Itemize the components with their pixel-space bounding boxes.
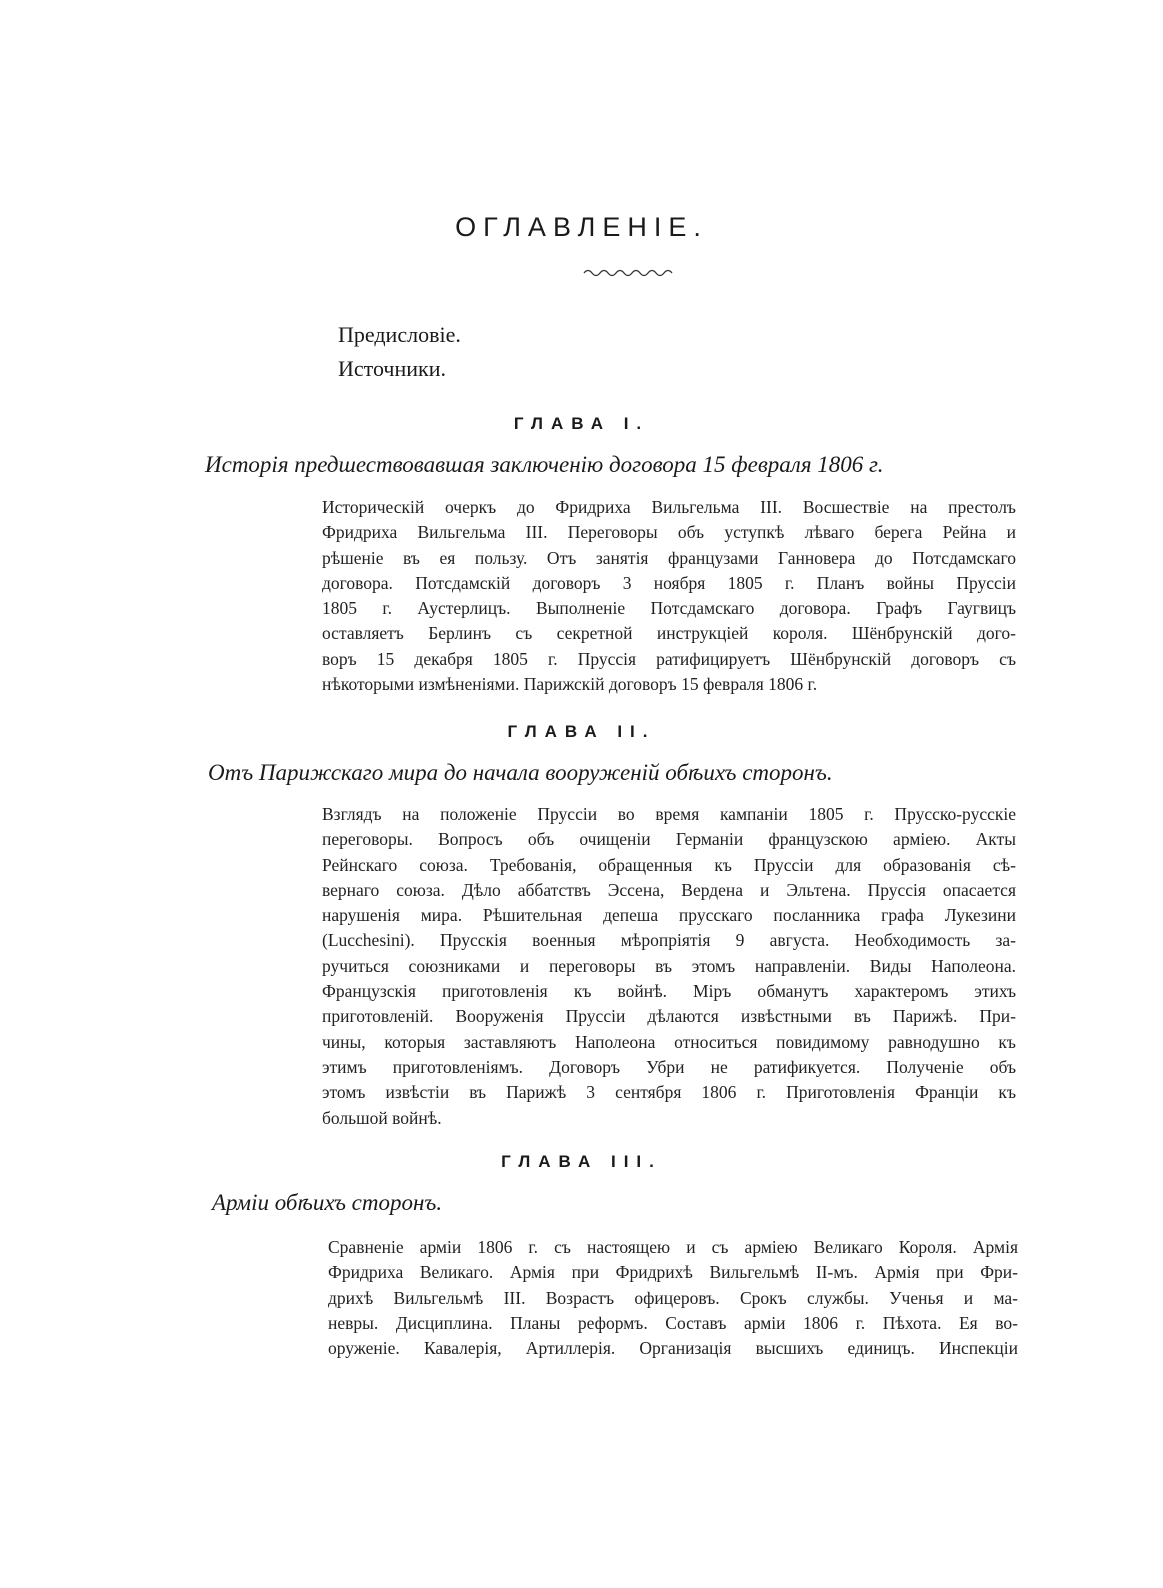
chapter-2-line: чины, которыя заставляютъ Наполеона относиться повидимому равнодушно къ	[322, 1031, 1016, 1052]
chapter-2-line: большой войнѣ.	[322, 1107, 442, 1128]
chapter-1-line: договора. Потсдамскій договоръ 3 ноября 1805 г. Планъ войны Пруссіи	[322, 572, 1016, 593]
chapter-3-line: дрихѣ Вильгельмѣ III. Возрастъ офицеровъ. Срокъ службы. Ученья и ма-	[328, 1287, 1018, 1308]
chapter-3-label: ГЛАВА III.	[501, 1152, 662, 1171]
front-item-preface: Предисловіе.	[338, 322, 461, 347]
chapter-2-label: ГЛАВА II.	[507, 722, 656, 741]
page-title: ОГЛАВЛЕНІЕ.	[455, 212, 708, 242]
chapter-1-title: Исторія предшествовавшая заключенію договора 15 февраля 1806 г.	[205, 452, 884, 477]
chapter-1-line: оставляетъ Берлинъ съ секретной инструкціей короля. Шёнбрунскій дого-	[322, 623, 1016, 644]
chapter-2-line: (Lucchesini). Прусскія военныя мѣропріятія 9 августа. Необходимость за-	[322, 930, 1016, 951]
chapter-1-label: ГЛАВА I.	[513, 414, 650, 433]
chapter-2-line: Французскія приготовленія къ войнѣ. Міръ обманутъ характеромъ этихъ	[322, 981, 1016, 1002]
chapter-2-summary	[322, 802, 1016, 1131]
chapter-1-line: рѣшеніе въ ея пользу. Отъ занятія французами Ганновера до Потсдамскаго	[322, 547, 1016, 568]
chapter-1-summary	[322, 495, 1016, 697]
chapter-1-line: нѣкоторыми измѣненіями. Парижскій договоръ 15 февраля 1806 г.	[322, 674, 818, 695]
chapter-3-summary	[328, 1235, 1018, 1361]
chapter-3-line: оруженіе. Кавалерія, Артиллерія. Организація высшихъ единицъ. Инспекціи	[328, 1338, 1018, 1359]
chapter-1-line: Историческій очеркъ до Фридриха Вильгельма III. Восшествіе на престолъ	[322, 497, 1016, 517]
chapter-1-line: Фридриха Вильгельма III. Переговоры объ уступкѣ лѣваго берега Рейна и	[322, 522, 1016, 543]
front-item-sources: Источники.	[338, 356, 446, 381]
chapter-3-line: Сравненіе арміи 1806 г. съ настоящею и съ арміею Великаго Короля. Армія	[328, 1237, 1018, 1257]
chapter-2-line: переговоры. Вопросъ объ очищеніи Германіи французскою арміею. Акты	[322, 829, 1016, 850]
chapter-2-line: Рейнскаго союза. Требованія, обращенныя къ Пруссіи для образованія сѣ-	[322, 854, 1016, 875]
chapter-2-line: ручиться союзниками и переговоры въ этомъ направленіи. Виды Наполеона.	[322, 955, 1016, 976]
chapter-2-line: этимъ приготовленіямъ. Договоръ Убри не ратификуется. Полученіе объ	[322, 1056, 1016, 1077]
chapter-1-line: воръ 15 декабря 1805 г. Пруссія ратифицируетъ Шёнбрунскій договоръ съ	[322, 648, 1016, 669]
chapter-2-line: Взглядъ на положеніе Пруссіи во время кампаніи 1805 г. Прусско-русскіе	[322, 804, 1016, 824]
chapter-2-line: приготовленій. Вооруженія Пруссіи дѣлаются извѣстными въ Парижѣ. При-	[322, 1006, 1016, 1027]
chapter-3-line: невры. Дисциплина. Планы реформъ. Составъ арміи 1806 г. Пѣхота. Ея во-	[328, 1312, 1018, 1333]
chapter-1-line: 1805 г. Аустерлицъ. Выполненіе Потсдамскаго договора. Графъ Гаугвицъ	[322, 598, 1016, 619]
chapter-2-line: вернаго союза. Дѣло аббатствъ Эссена, Вердена и Эльтена. Пруссія опасается	[322, 879, 1016, 900]
chapter-3-title: Арміи обѣихъ сторонъ.	[212, 1190, 443, 1215]
chapter-2-line: нарушенія мира. Рѣшительная депеша прусскаго посланника графа Лукезини	[322, 905, 1016, 926]
ornament-divider	[582, 266, 677, 278]
chapter-3-line: Фридриха Великаго. Армія при Фридрихѣ Вильгельмѣ II-мъ. Армія при Фри-	[328, 1262, 1018, 1283]
chapter-2-title: Отъ Парижскаго мира до начала вооруженій обѣихъ сторонъ.	[208, 760, 833, 785]
chapter-2-line: этомъ извѣстіи въ Парижѣ 3 сентября 1806 г. Приготовленія Франціи къ	[322, 1082, 1016, 1103]
